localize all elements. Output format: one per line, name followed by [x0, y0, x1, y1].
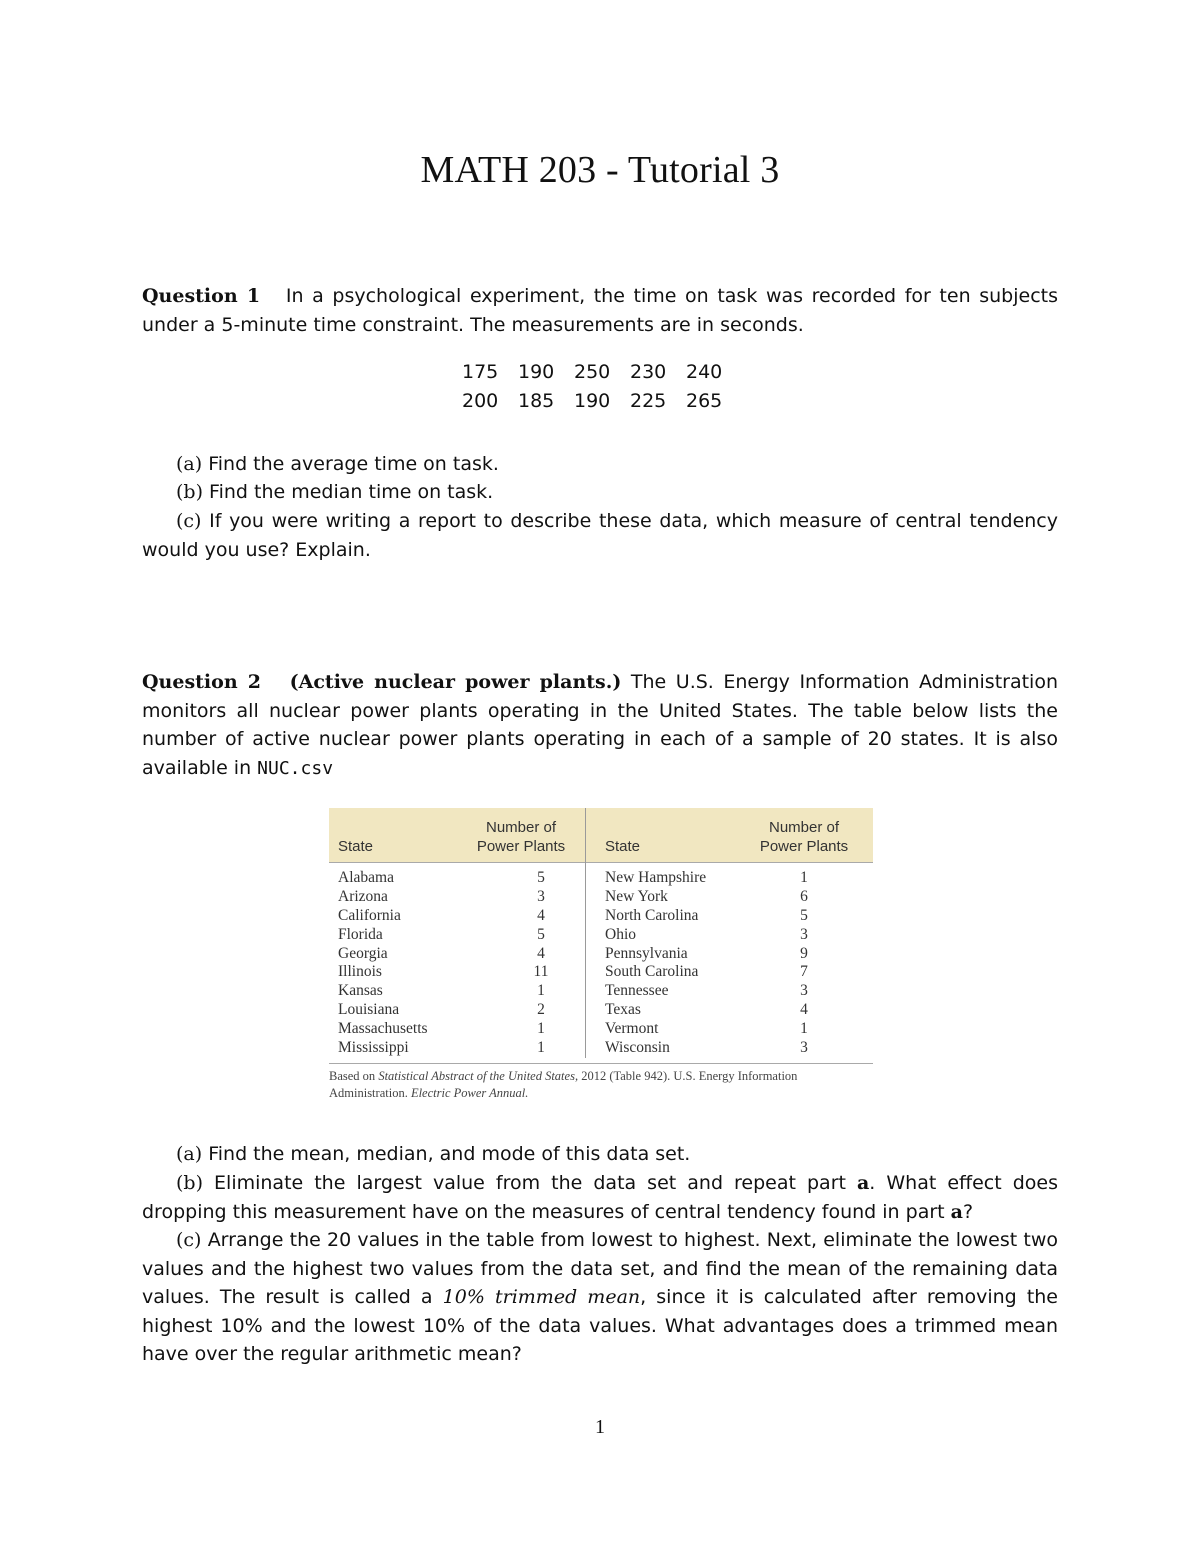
table-cell-state: Florida — [338, 925, 383, 943]
table-row — [329, 945, 873, 964]
page-number: 1 — [595, 1416, 605, 1438]
q1-data-cell: 175 — [462, 361, 499, 383]
q1-part-a: (a) Find the average time on task. — [176, 453, 499, 475]
q1-data-cell: 265 — [686, 389, 723, 412]
question-1-body: In a psychological experiment, the time on task was recorded for ten subjects under a 5-minute time constraint. The measurements are in seconds. — [142, 285, 1058, 336]
q1-data-cell: 200 — [462, 389, 499, 412]
table-cell-state: Illinois — [338, 963, 382, 981]
q2-part-c: (c) Arrange the 20 values in the table from lowest to highest. Next, eliminate the lowest two values and the highest two values from the data set, and find the mean of the remaining data values. The result is called a 10% trimmed mean, since it is calculated after removing the highest 10% and the lowest 10% of the data values. What advantages does a trimmed mean have over the regular arithmetic mean? — [142, 1229, 1058, 1365]
question-1-label: Question 1 — [142, 285, 261, 307]
q1-data-cell: 190 — [518, 361, 555, 383]
table-cell-state: Vermont — [605, 1020, 659, 1038]
table-cell-state: Mississippi — [338, 1039, 409, 1057]
q2-part-b: (b) Eliminate the largest value from the data set and repeat part a. What effect does dropping this measurement have on the measures of central tendency found in part a? — [142, 1172, 1058, 1223]
table-cell-state: Louisiana — [338, 1001, 400, 1019]
table-cell-number: 4 — [800, 1001, 808, 1019]
q2-part-a: (a) Find the mean, median, and mode of this data set. — [176, 1143, 691, 1165]
table-cell-state: New Hampshire — [605, 869, 707, 886]
table-cell-number: 9 — [800, 944, 808, 962]
q1-data-cell: 240 — [686, 361, 723, 383]
table-row — [329, 982, 873, 1001]
q1-data-cell: 185 — [518, 389, 555, 412]
table-cell-number: 7 — [800, 963, 808, 981]
table-header-state: State — [605, 838, 641, 855]
table-cell-number: 3 — [800, 925, 808, 943]
table-cell-state: California — [338, 906, 401, 924]
table-header-number: Number of Power Plants — [476, 819, 566, 855]
page-title: MATH 203 - Tutorial 3 — [420, 149, 780, 191]
table-cell-state: Georgia — [338, 944, 388, 962]
question-2-text — [142, 668, 1058, 783]
table-cell-number: 1 — [800, 1020, 808, 1038]
table-cell-number: 11 — [533, 963, 549, 981]
table-cell-state: South Carolina — [605, 963, 699, 981]
table-row — [329, 888, 873, 907]
table-row — [329, 907, 873, 926]
table-cell-number: 2 — [537, 1001, 545, 1019]
table-cell-state: North Carolina — [605, 906, 699, 924]
table-row — [329, 926, 873, 945]
table-body — [329, 863, 873, 1058]
question-1-text — [142, 282, 1058, 339]
table-cell-state: Massachusetts — [338, 1020, 428, 1038]
table-cell-number: 1 — [537, 1020, 545, 1038]
q1-data-row — [462, 387, 742, 416]
q1-data-grid — [462, 358, 742, 415]
question-2-label: Question 2 — [142, 671, 261, 693]
table-cell-number: 1 — [537, 982, 545, 1000]
table-row — [329, 1001, 873, 1020]
table-cell-number: 1 — [537, 1039, 545, 1057]
table-cell-state: Ohio — [605, 925, 636, 943]
q1-data-cell: 190 — [574, 389, 611, 412]
table-cell-state: New York — [605, 887, 668, 905]
table-cell-number: 4 — [537, 944, 545, 962]
table-row — [329, 1020, 873, 1039]
table-cell-number: 3 — [800, 1039, 808, 1057]
table-header — [329, 808, 873, 863]
table-cell-number: 5 — [800, 906, 808, 924]
table-cell-state: Arizona — [338, 887, 388, 905]
table-cell-number: 5 — [537, 925, 545, 943]
question-2-body: The U.S. Energy Information Administration monitors all nuclear power plants operating in the United States. The table below lists the number of active nuclear power plants operating in each of a sample of 20 states. It is also available in — [142, 671, 1059, 779]
question-2-file: NUC.csv — [257, 757, 334, 779]
table-cell-state: Kansas — [338, 982, 383, 1000]
table-cell-state: Wisconsin — [605, 1039, 670, 1057]
table-row — [329, 1039, 873, 1058]
table-source-note: Based on Statistical Abstract of the United States, 2012 (Table 942). U.S. Energy Information Administration. Electric Power Annual. — [329, 1068, 798, 1100]
table-row — [329, 869, 873, 888]
table-cell-number: 3 — [537, 887, 545, 905]
question-2-heading: (Active nuclear power plants.) — [289, 671, 622, 693]
table-cell-state: Pennsylvania — [605, 944, 688, 962]
table-bottom-rule — [329, 1063, 873, 1064]
table-header-number: Number of Power Plants — [759, 819, 849, 855]
table-header-state: State — [338, 838, 374, 855]
table-cell-number: 6 — [800, 887, 808, 905]
table-cell-number: 1 — [800, 869, 808, 886]
table-cell-state: Texas — [605, 1001, 641, 1019]
table-cell-number: 5 — [537, 869, 545, 886]
table-cell-state: Tennessee — [605, 982, 669, 1000]
q1-data-cell: 250 — [574, 361, 611, 383]
q1-part-c: (c) If you were writing a report to describe these data, which measure of central tendency would you use? Explain. — [142, 510, 1058, 561]
table-cell-state: Alabama — [338, 869, 394, 886]
q1-data-row — [462, 358, 742, 387]
table-cell-number: 3 — [800, 982, 808, 1000]
nuclear-plants-table — [329, 808, 873, 1102]
q1-part-b: (b) Find the median time on task. — [176, 481, 494, 503]
table-row — [329, 963, 873, 982]
q1-data-cell: 225 — [630, 389, 667, 412]
q1-data-cell: 230 — [630, 361, 667, 383]
table-cell-number: 4 — [537, 906, 545, 924]
